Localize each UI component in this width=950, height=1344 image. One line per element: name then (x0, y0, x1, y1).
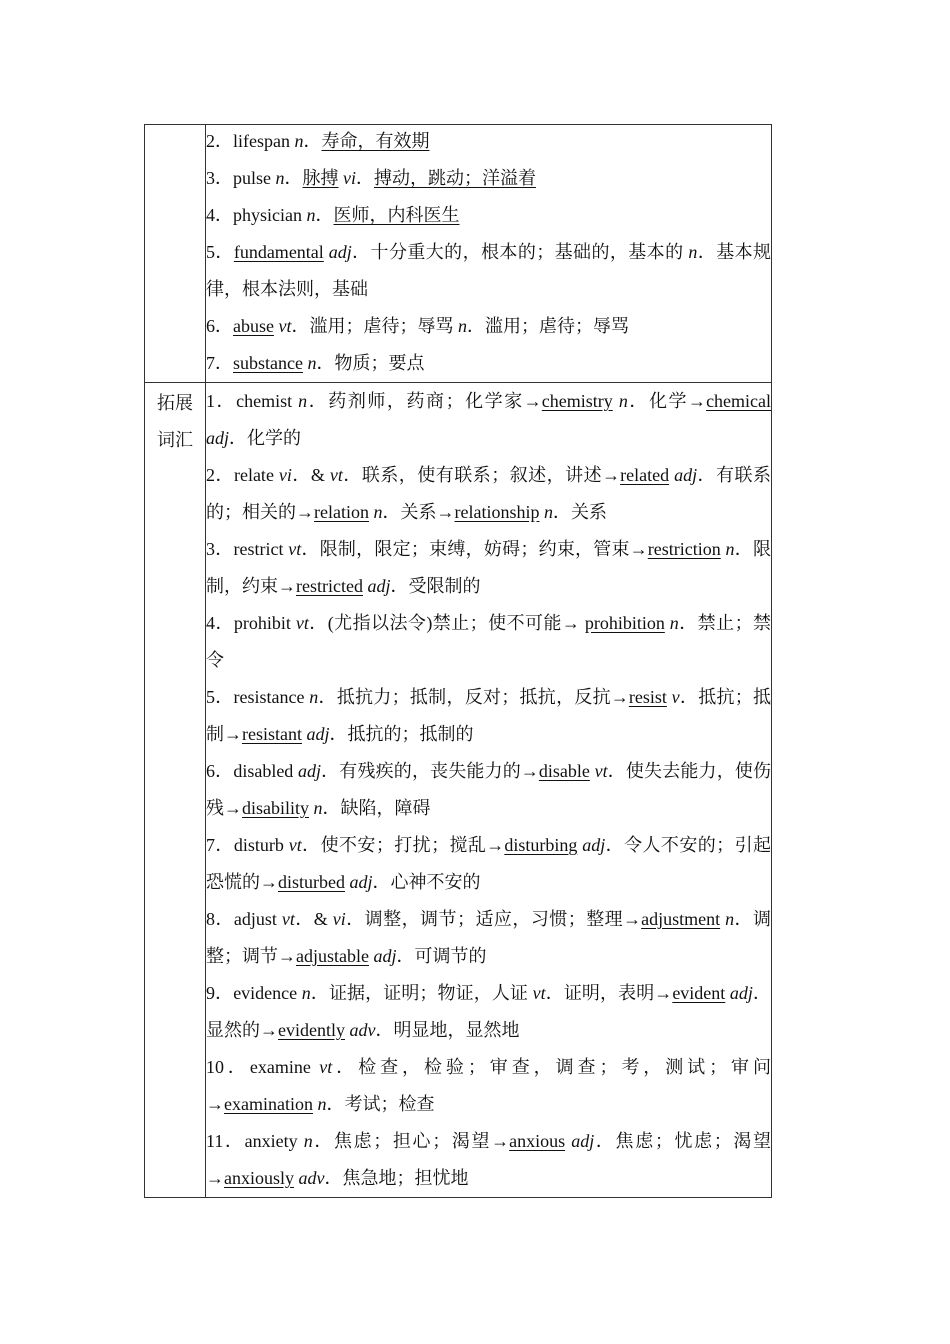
entry-text: ．调整，调节；适应，习惯；整理→ (345, 909, 642, 929)
entry-text: ．显然的→ (206, 983, 772, 1040)
entry-text: ．限制，约束→ (206, 539, 772, 596)
part-of-speech: n (306, 205, 316, 225)
part-of-speech: vt (329, 465, 343, 485)
vocab-entry (206, 308, 771, 345)
part-of-speech: adv (298, 1168, 325, 1188)
answer-word: 脉搏 (302, 168, 339, 188)
part-of-speech: n (309, 687, 319, 707)
part-of-speech: n (294, 131, 304, 151)
entries-cell (206, 125, 772, 383)
part-of-speech: v (671, 687, 680, 707)
part-of-speech: vt (278, 316, 292, 336)
part-of-speech: vt (594, 761, 608, 781)
part-of-speech: n (669, 613, 679, 633)
answer-word: evidently (278, 1020, 345, 1040)
vocab-entry (206, 234, 771, 308)
answer-word: restriction (647, 539, 721, 559)
part-of-speech: adj (367, 576, 391, 596)
entry-text: ．焦虑；忧虑；渴望→ (206, 1131, 772, 1188)
vocab-entry (206, 457, 771, 531)
answer-word: chemistry (541, 391, 613, 411)
part-of-speech: n (688, 242, 698, 262)
entry-text: ．心神不安的 (372, 872, 481, 892)
entry-text: 4．prohibit (206, 613, 296, 633)
part-of-speech: vi (332, 909, 346, 929)
part-of-speech: vt (295, 613, 309, 633)
entry-text: 1．chemist (206, 391, 299, 411)
entry-text: ．禁止；禁令 (206, 613, 772, 670)
entry-text: ．焦急地；担忧地 (324, 1168, 469, 1188)
answer-word: examination (224, 1094, 313, 1114)
answer-word: anxious (509, 1131, 566, 1151)
vocab-entry (206, 531, 771, 605)
entry-text: ．缺陷，障碍 (322, 798, 431, 818)
answer-word: relationship (454, 502, 540, 522)
entry-text: ．检查，检验；审查，调查；考，测试；审问→ (206, 1057, 771, 1114)
part-of-speech: n (275, 168, 285, 188)
entry-text: 9．evidence (206, 983, 302, 1003)
part-of-speech: vt (288, 539, 302, 559)
vocab-entry (206, 753, 771, 827)
entry-text: ．化学的 (229, 428, 302, 448)
answer-word: resistant (242, 724, 302, 744)
section-label (145, 125, 205, 127)
entries-cell (206, 383, 772, 1198)
entry-text: ．令人不安的；引起恐慌的→ (206, 835, 771, 892)
entry-text: ． (303, 131, 322, 151)
entry-text: ．抵抗；抵制→ (206, 687, 772, 744)
entry-text: ．证据，证明；物证，人证 (310, 983, 533, 1003)
answer-word: restricted (296, 576, 363, 596)
entry-text: ．抵抗的；抵制的 (329, 724, 474, 744)
table-row-section-2 (145, 383, 772, 1198)
part-of-speech: n (313, 798, 323, 818)
entry-text: ．使不安；打扰；搅乱→ (301, 835, 505, 855)
entry-text: ． (315, 205, 334, 225)
part-of-speech: vt (319, 1057, 333, 1077)
entry-text: ．十分重大的，根本的；基础的，基本的 (351, 242, 689, 262)
vocab-entry (206, 160, 771, 197)
answer-word: evident (672, 983, 726, 1003)
vocab-entry (206, 1049, 771, 1123)
entry-text: 2．lifespan (206, 131, 295, 151)
section-label: 拓展 词汇 (157, 393, 193, 450)
entry-text: 4．physician (206, 205, 307, 225)
entry-text: ．药剂师，药商；化学家→ (307, 391, 542, 411)
entry-list (206, 383, 771, 1197)
entry-text: ．关系→ (382, 502, 455, 522)
entry-text: ．调整；调节→ (206, 909, 772, 966)
entry-text: 6． (206, 316, 233, 336)
vocab-entry (206, 679, 771, 753)
part-of-speech: adj (582, 835, 606, 855)
entry-list (206, 123, 771, 382)
vocabulary-table (144, 124, 772, 1198)
part-of-speech: n (373, 502, 383, 522)
part-of-speech: vi (278, 465, 292, 485)
entry-text: 3．restrict (206, 539, 289, 559)
part-of-speech: adj (571, 1131, 595, 1151)
part-of-speech: n (543, 502, 553, 522)
part-of-speech: adv (349, 1020, 376, 1040)
part-of-speech: n (307, 353, 317, 373)
entry-text: 11．anxiety (206, 1131, 304, 1151)
entry-text: ．焦虑；担心；渴望→ (312, 1131, 510, 1151)
entry-text: 10．examine (206, 1057, 320, 1077)
part-of-speech: adj (373, 946, 397, 966)
entry-text: ．联系，使有联系；叙述，讲述→ (342, 465, 621, 485)
part-of-speech: n (298, 391, 308, 411)
vocab-entry (206, 123, 771, 160)
entry-text: 5． (206, 242, 234, 262)
entry-text: ．有残疾的，丧失能力的→ (320, 761, 539, 781)
entry-text: ．(尤指以法令)禁止；使不可能→ (308, 613, 585, 633)
part-of-speech: vt (288, 835, 302, 855)
entry-text: ．明显地，显然地 (375, 1020, 520, 1040)
entry-text: ．受限制的 (390, 576, 481, 596)
part-of-speech: n (317, 1094, 327, 1114)
vocab-entry (206, 975, 771, 1049)
part-of-speech: n (725, 539, 735, 559)
part-of-speech: n (457, 316, 467, 336)
answer-word: relation (314, 502, 369, 522)
entry-text: ．可调节的 (396, 946, 487, 966)
entry-text: ．滥用；虐待；辱骂 (291, 316, 458, 336)
answer-word: disability (242, 798, 309, 818)
part-of-speech: adj (297, 761, 321, 781)
answer-word: 寿命，有效期 (321, 131, 430, 151)
part-of-speech: n (725, 909, 735, 929)
entry-text: 5．resistance (206, 687, 310, 707)
entry-text: ．基本规律，根本法则，基础 (206, 242, 772, 299)
part-of-speech: n (301, 983, 311, 1003)
vocab-entry (206, 1123, 771, 1197)
vocab-entry (206, 605, 771, 679)
part-of-speech: n (618, 391, 628, 411)
answer-word: fundamental (233, 242, 324, 262)
part-of-speech: vt (532, 983, 546, 1003)
part-of-speech: adj (328, 242, 352, 262)
answer-word: adjustable (296, 946, 369, 966)
answer-word: abuse (233, 316, 274, 336)
vocab-entry (206, 197, 771, 234)
entry-text: ．抵抗力；抵制，反对；抵抗，反抗→ (318, 687, 629, 707)
part-of-speech: vt (281, 909, 295, 929)
vocab-entry (206, 345, 771, 382)
answer-word: chemical (706, 391, 772, 411)
part-of-speech: adj (306, 724, 330, 744)
answer-word: 搏动，跳动；洋溢着 (374, 168, 536, 188)
part-of-speech: adj (674, 465, 698, 485)
section-label-cell (145, 125, 206, 383)
entry-text: ．& (294, 909, 333, 929)
answer-word: prohibition (584, 613, 665, 633)
entry-text: ．化学→ (627, 391, 707, 411)
entry-text: 2．relate (206, 465, 279, 485)
entry-text: 7． (206, 353, 233, 373)
entry-text: ．& (291, 465, 330, 485)
entry-text: ．滥用；虐待；辱骂 (466, 316, 629, 336)
entry-text: ．使失去能力，使伤残→ (206, 761, 772, 818)
vocab-entry (206, 383, 771, 457)
entry-text: ． (284, 168, 303, 188)
vocab-entry (206, 827, 771, 901)
part-of-speech: vi (343, 168, 356, 188)
part-of-speech: adj (729, 983, 753, 1003)
part-of-speech: adj (349, 872, 373, 892)
answer-word: disturbing (504, 835, 578, 855)
entry-text: ．考试；检查 (326, 1094, 435, 1114)
vocab-entry (206, 901, 771, 975)
answer-word: disable (538, 761, 590, 781)
part-of-speech: adj (206, 428, 230, 448)
entry-text: ． (356, 168, 374, 188)
entry-text: 8．adjust (206, 909, 282, 929)
table-row-section-1 (145, 125, 772, 383)
entry-text: ．物质；要点 (316, 353, 425, 373)
section-label-cell (145, 383, 206, 1198)
entry-text: ．限制，限定；束缚，妨碍；约束，管束→ (301, 539, 648, 559)
part-of-speech: n (303, 1131, 313, 1151)
answer-word: related (620, 465, 670, 485)
answer-word: resist (628, 687, 667, 707)
entry-text: ．证明，表明→ (545, 983, 673, 1003)
entry-text: ．关系 (552, 502, 607, 522)
entry-text: 7．disturb (206, 835, 289, 855)
answer-word: anxiously (224, 1168, 294, 1188)
answer-word: substance (233, 353, 303, 373)
answer-word: disturbed (278, 872, 345, 892)
entry-text: 3．pulse (206, 168, 276, 188)
entry-text: 6．disabled (206, 761, 298, 781)
entry-text: ．有联系的；相关的→ (206, 465, 772, 522)
answer-word: 医师，内科医生 (333, 205, 460, 225)
answer-word: adjustment (641, 909, 721, 929)
